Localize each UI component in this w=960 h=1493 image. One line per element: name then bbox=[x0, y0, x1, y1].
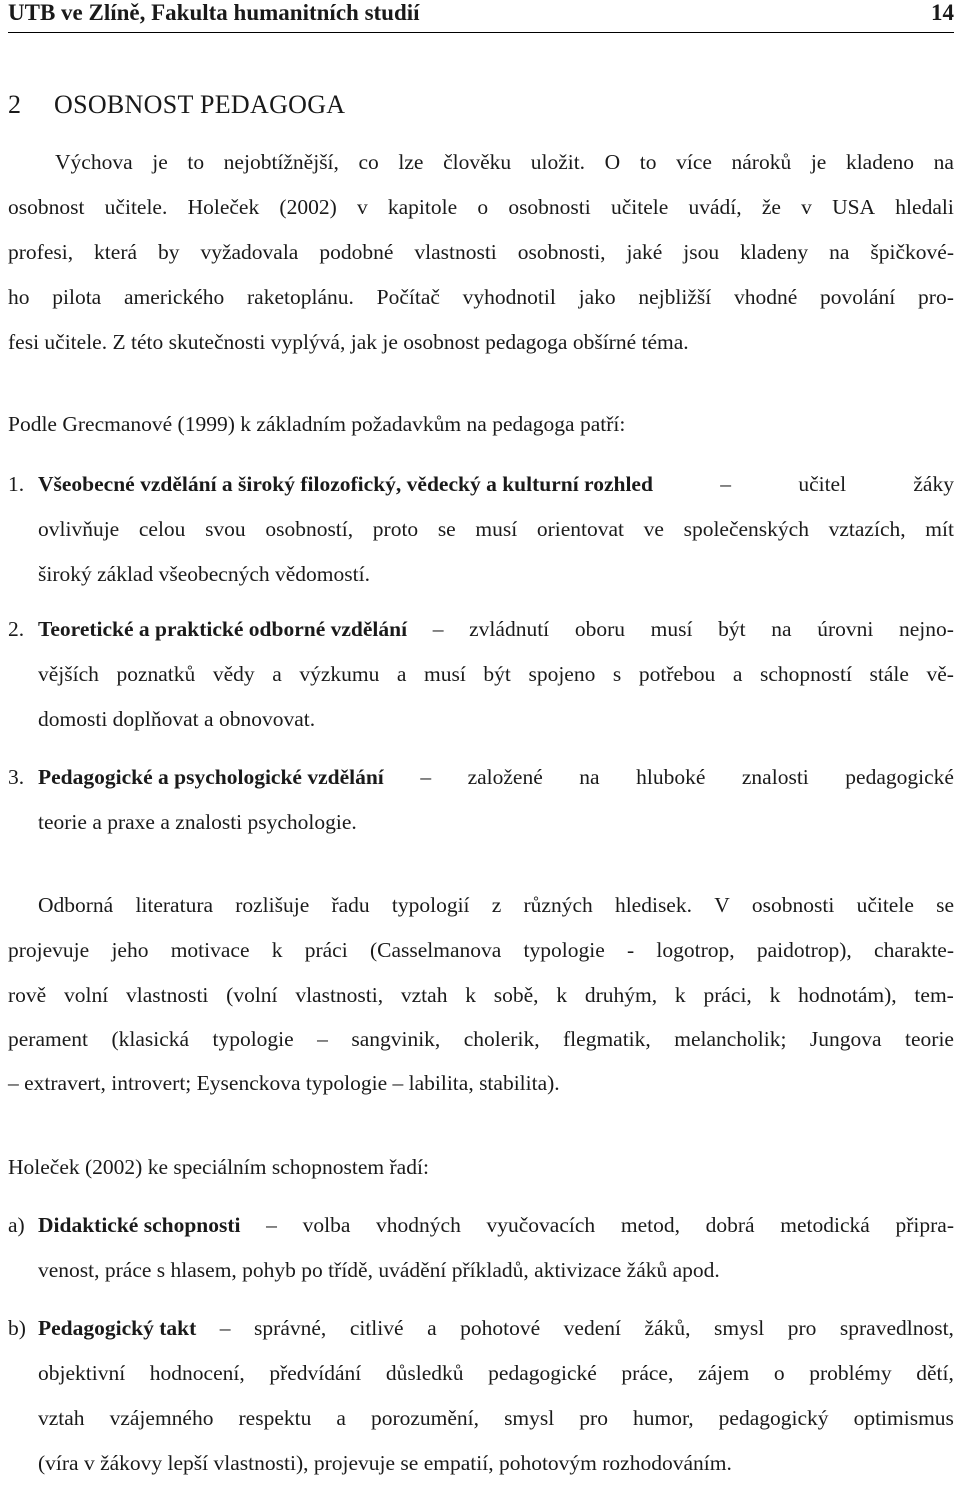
word: k bbox=[556, 983, 568, 1007]
item-bold-term: Didaktické schopnosti bbox=[38, 1213, 241, 1237]
word: volba bbox=[302, 1213, 351, 1237]
word: učitele bbox=[610, 195, 669, 219]
word: na bbox=[579, 765, 600, 789]
word: pohotové bbox=[460, 1316, 541, 1340]
word: vzájemného bbox=[109, 1406, 214, 1430]
word: pedagogický bbox=[718, 1406, 829, 1430]
word: společenských bbox=[683, 517, 809, 541]
word: se bbox=[936, 893, 954, 917]
word: osobnosti, bbox=[517, 240, 606, 264]
word: založené bbox=[467, 765, 543, 789]
word: jaké bbox=[626, 240, 663, 264]
word: vlastnosti bbox=[125, 983, 209, 1007]
word: být bbox=[483, 662, 511, 686]
word: pedagogické bbox=[488, 1361, 597, 1385]
word: a bbox=[732, 662, 743, 686]
word: (klasická bbox=[111, 1027, 190, 1051]
word: – bbox=[219, 1316, 231, 1340]
word: která bbox=[94, 240, 138, 264]
item-bold-term: Pedagogický takt bbox=[38, 1316, 197, 1340]
item-line: široký základ všeobecných vědomostí. bbox=[38, 562, 370, 586]
word: učitel bbox=[798, 472, 847, 496]
word: ve bbox=[643, 517, 664, 541]
word: o bbox=[477, 195, 489, 219]
word: smysl bbox=[504, 1406, 555, 1430]
word: (volní bbox=[226, 983, 278, 1007]
word: celou bbox=[138, 517, 186, 541]
word: k bbox=[769, 983, 781, 1007]
word: vědy bbox=[212, 662, 255, 686]
word: pro bbox=[579, 1406, 608, 1430]
paragraph-line bbox=[8, 935, 954, 965]
item-number: 1. bbox=[8, 472, 25, 496]
word: učitele. bbox=[104, 195, 168, 219]
item-line bbox=[38, 1313, 954, 1358]
word: hodnotám), bbox=[798, 983, 897, 1007]
word: zvládnutí bbox=[469, 617, 550, 641]
word: (2002) bbox=[279, 195, 337, 219]
word: vějších bbox=[38, 662, 99, 686]
word: – bbox=[420, 765, 432, 789]
word: to bbox=[639, 150, 657, 174]
word: předvídání bbox=[269, 1361, 362, 1385]
item-line: venost, práce s hlasem, pohyb po třídě, uvádění příkladů, aktivizace žáků apod. bbox=[38, 1258, 720, 1282]
word: člověku bbox=[443, 150, 512, 174]
word: hodnocení, bbox=[149, 1361, 245, 1385]
word: dětí, bbox=[916, 1361, 954, 1385]
word: optimismus bbox=[853, 1406, 954, 1430]
word: a bbox=[336, 1406, 346, 1430]
word: vhodných bbox=[376, 1213, 461, 1237]
word: vlastnosti, bbox=[295, 983, 384, 1007]
page-number: 14 bbox=[931, 0, 954, 25]
word: je bbox=[152, 150, 168, 174]
word: a bbox=[396, 662, 407, 686]
word: a bbox=[427, 1316, 437, 1340]
word: osobností, bbox=[265, 517, 354, 541]
word: smysl bbox=[713, 1316, 765, 1340]
word: problémy bbox=[809, 1361, 892, 1385]
word: v bbox=[801, 195, 812, 219]
running-header bbox=[8, 0, 954, 30]
word: proto bbox=[372, 517, 419, 541]
word: citlivé bbox=[349, 1316, 404, 1340]
word: špičkové- bbox=[870, 240, 954, 264]
word: lze bbox=[398, 150, 424, 174]
word: k bbox=[465, 983, 476, 1007]
word: pro- bbox=[918, 285, 954, 309]
word: práci, bbox=[703, 983, 752, 1007]
word: osobnosti bbox=[508, 195, 591, 219]
word: pro bbox=[787, 1316, 817, 1340]
word: potřebou bbox=[638, 662, 716, 686]
word: práci bbox=[304, 938, 348, 962]
word: humor, bbox=[632, 1406, 694, 1430]
word: typologií bbox=[391, 893, 470, 917]
word: metodická bbox=[780, 1213, 870, 1237]
word: vedení bbox=[563, 1316, 621, 1340]
abilities-intro: Holeček (2002) ke speciálním schopnostem řadí: bbox=[8, 1155, 429, 1179]
word: oboru bbox=[574, 617, 625, 641]
word: důsledků bbox=[385, 1361, 464, 1385]
word: na bbox=[771, 617, 792, 641]
word: se bbox=[437, 517, 456, 541]
word: teorie bbox=[905, 1027, 954, 1051]
word: řadu bbox=[331, 893, 370, 917]
item-bold-term: Teoretické a praktické odborné vzdělání bbox=[38, 617, 408, 641]
word: ho bbox=[8, 285, 30, 309]
item-line bbox=[38, 614, 954, 659]
word: metod, bbox=[620, 1213, 680, 1237]
word: vztah bbox=[38, 1406, 85, 1430]
word: pedagogické bbox=[845, 765, 954, 789]
word: to bbox=[187, 150, 205, 174]
paragraph-line bbox=[38, 890, 954, 920]
paragraph-line bbox=[8, 1024, 954, 1054]
word: žáky bbox=[913, 472, 954, 496]
word: druhým, bbox=[584, 983, 658, 1007]
word: mít bbox=[925, 517, 954, 541]
word: zájem bbox=[697, 1361, 750, 1385]
word: a bbox=[272, 662, 282, 686]
word: více bbox=[676, 150, 712, 174]
word: by bbox=[157, 240, 180, 264]
word: tem- bbox=[914, 983, 954, 1007]
word: k bbox=[271, 938, 283, 962]
item-number: 3. bbox=[8, 765, 25, 789]
word: typologie bbox=[523, 938, 605, 962]
word: hledali bbox=[895, 195, 954, 219]
paragraph-line bbox=[8, 237, 954, 267]
item-line bbox=[38, 469, 954, 514]
word: vlastnosti bbox=[414, 240, 497, 264]
word: poznatků bbox=[116, 662, 196, 686]
header-rule bbox=[8, 32, 954, 33]
word: cholerik, bbox=[463, 1027, 540, 1051]
item-line: (víra v žákovy lepší vlastnosti), projevuje se empatií, pohotovým rozhodováním. bbox=[38, 1451, 732, 1475]
chapter-number: 2 bbox=[8, 90, 22, 119]
word: profesi, bbox=[8, 240, 74, 264]
word: – bbox=[317, 1027, 328, 1051]
word: melancholik; bbox=[674, 1027, 787, 1051]
word: perament bbox=[8, 1027, 88, 1051]
word: vyučovacích bbox=[486, 1213, 596, 1237]
header-title: UTB ve Zlíně, Fakulta humanitních studií bbox=[8, 0, 420, 25]
chapter-heading bbox=[8, 88, 345, 122]
word: hluboké bbox=[636, 765, 706, 789]
word: logotrop, bbox=[656, 938, 735, 962]
word: pilota bbox=[52, 285, 102, 309]
word: motivace bbox=[170, 938, 250, 962]
word: charakte- bbox=[874, 938, 954, 962]
word: nejbližší bbox=[638, 285, 712, 309]
word: stále bbox=[869, 662, 909, 686]
word: paidotrop), bbox=[756, 938, 852, 962]
word: Počítač bbox=[376, 285, 440, 309]
word: že bbox=[761, 195, 781, 219]
word: musí bbox=[424, 662, 466, 686]
word: podobné bbox=[319, 240, 394, 264]
word: musí bbox=[650, 617, 693, 641]
item-letter: a) bbox=[8, 1213, 25, 1237]
word: ovlivňuje bbox=[38, 517, 120, 541]
word: - bbox=[626, 938, 635, 962]
word: jeho bbox=[111, 938, 149, 962]
word: osobnost bbox=[8, 195, 85, 219]
word: objektivní bbox=[38, 1361, 126, 1385]
item-line bbox=[38, 1358, 954, 1403]
chapter-title: OSOBNOST PEDAGOGA bbox=[54, 90, 346, 119]
word: musí bbox=[475, 517, 518, 541]
item-line bbox=[38, 514, 954, 559]
word: respektu bbox=[238, 1406, 312, 1430]
word: uvádí, bbox=[688, 195, 742, 219]
word: – bbox=[720, 472, 731, 496]
word: kapitole bbox=[387, 195, 458, 219]
word: projevuje bbox=[8, 938, 90, 962]
item-line: domosti doplňovat a obnovovat. bbox=[38, 707, 316, 731]
word: uložit. bbox=[530, 150, 586, 174]
word: sobě, bbox=[493, 983, 539, 1007]
paragraph-line: fesi učitele. Z této skutečnosti vyplývá, jak je osobnost pedagoga obšírné téma. bbox=[8, 330, 689, 354]
word: v bbox=[356, 195, 368, 219]
word: výzkumu bbox=[299, 662, 380, 686]
item-line bbox=[38, 762, 954, 807]
word: svou bbox=[205, 517, 246, 541]
word: typologie bbox=[212, 1027, 294, 1051]
word: flegmatik, bbox=[563, 1027, 651, 1051]
word: připra- bbox=[895, 1213, 954, 1237]
word: vztazích, bbox=[828, 517, 906, 541]
word: co bbox=[358, 150, 379, 174]
item-line bbox=[38, 1210, 954, 1255]
word: vyžadovala bbox=[200, 240, 299, 264]
word: dobrá bbox=[705, 1213, 755, 1237]
word: (Casselmanova bbox=[369, 938, 502, 962]
word: rozlišuje bbox=[235, 893, 310, 917]
paragraph-line bbox=[8, 282, 954, 312]
word: Výchova bbox=[55, 150, 133, 174]
word: na bbox=[829, 240, 850, 264]
word: porozumění, bbox=[370, 1406, 480, 1430]
word: raketoplánu. bbox=[247, 285, 354, 309]
word: spojeno bbox=[528, 662, 596, 686]
word: – bbox=[432, 617, 444, 641]
word: nároků bbox=[731, 150, 792, 174]
word: schopností bbox=[759, 662, 852, 686]
paragraph-line: – extravert, introvert; Eysenckova typologie – labilita, stabilita). bbox=[8, 1071, 560, 1095]
item-bold-term: Pedagogické a psychologické vzdělání bbox=[38, 765, 384, 789]
word: na bbox=[933, 150, 954, 174]
word: povolání bbox=[820, 285, 896, 309]
word: nejno- bbox=[899, 617, 954, 641]
word: osobnosti bbox=[751, 893, 835, 917]
word: spravedlnost, bbox=[839, 1316, 954, 1340]
item-line bbox=[38, 1403, 954, 1448]
word: k bbox=[674, 983, 686, 1007]
paragraph-line bbox=[8, 192, 954, 222]
word: s bbox=[612, 662, 622, 686]
word: jsou bbox=[683, 240, 720, 264]
word: Holeček bbox=[187, 195, 260, 219]
word: správné, bbox=[254, 1316, 327, 1340]
word: amerického bbox=[123, 285, 225, 309]
word: učitele bbox=[856, 893, 914, 917]
word: žáků, bbox=[644, 1316, 691, 1340]
paragraph-line bbox=[8, 980, 954, 1010]
paragraph-line bbox=[55, 147, 954, 177]
word: nejobtížnější, bbox=[223, 150, 339, 174]
word: Odborná bbox=[38, 893, 114, 917]
word: znalosti bbox=[741, 765, 809, 789]
item-letter: b) bbox=[8, 1316, 26, 1340]
word: vhodné bbox=[733, 285, 798, 309]
word: je bbox=[810, 150, 827, 174]
item-number: 2. bbox=[8, 617, 25, 641]
word: práce, bbox=[621, 1361, 674, 1385]
word: vyhodnotil bbox=[462, 285, 556, 309]
item-line bbox=[38, 659, 954, 704]
word: hledisek. bbox=[614, 893, 692, 917]
word: vě- bbox=[926, 662, 954, 686]
word: rově bbox=[8, 983, 47, 1007]
word: V bbox=[714, 893, 730, 917]
item-bold-term: Všeobecné vzdělání a široký filozofický, vědecký a kulturní rozhled bbox=[38, 472, 653, 496]
word: o bbox=[773, 1361, 785, 1385]
word: USA bbox=[832, 195, 876, 219]
word: kladeno bbox=[845, 150, 914, 174]
word: – bbox=[266, 1213, 277, 1237]
word: sangvinik, bbox=[351, 1027, 441, 1051]
word: Jungova bbox=[809, 1027, 882, 1051]
word: O bbox=[604, 150, 621, 174]
word: kladeny bbox=[740, 240, 809, 264]
word: literatura bbox=[135, 893, 214, 917]
item-line: teorie a praxe a znalosti psychologie. bbox=[38, 810, 357, 834]
word: vztah bbox=[400, 983, 448, 1007]
word: úrovni bbox=[817, 617, 874, 641]
word: z bbox=[491, 893, 502, 917]
requirements-intro: Podle Grecmanové (1999) k základním požadavkům na pedagoga patří: bbox=[8, 412, 626, 436]
word: různých bbox=[523, 893, 593, 917]
word: být bbox=[718, 617, 746, 641]
word: orientovat bbox=[536, 517, 625, 541]
word: volní bbox=[63, 983, 109, 1007]
word: jako bbox=[578, 285, 616, 309]
